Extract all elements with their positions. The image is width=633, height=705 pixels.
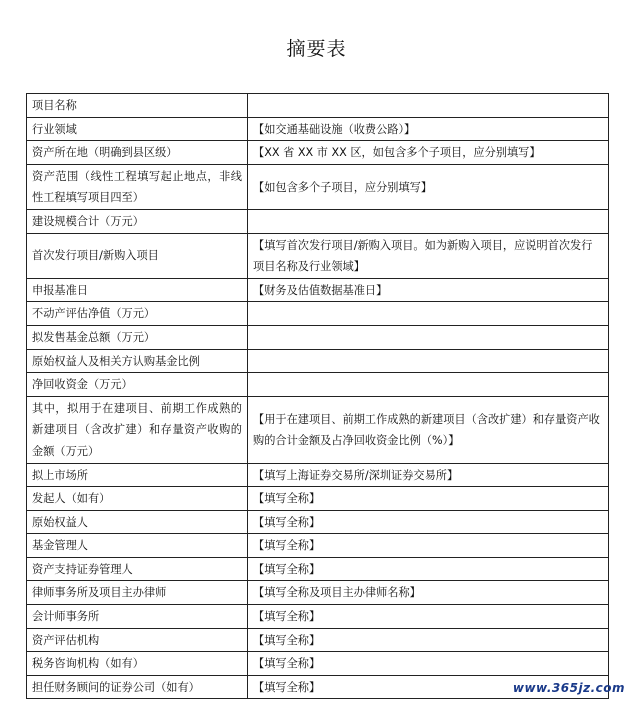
row-value (248, 302, 609, 326)
row-value (248, 209, 609, 233)
table-row (27, 164, 609, 209)
table-row (27, 652, 609, 676)
table-row (27, 233, 609, 278)
table-row (27, 302, 609, 326)
row-label: 拟发售基金总额（万元） (27, 325, 248, 349)
watermark: www.365jz.com (512, 681, 625, 695)
row-label: 首次发行项目/新购入项目 (27, 233, 248, 278)
row-label: 资产评估机构 (27, 628, 248, 652)
row-label: 税务咨询机构（如有） (27, 652, 248, 676)
row-value: 【如交通基础设施（收费公路）】 (248, 117, 609, 141)
table-row (27, 581, 609, 605)
table-row (27, 117, 609, 141)
row-value: 【财务及估值数据基准日】 (248, 278, 609, 302)
row-value: 【用于在建项目、前期工作成熟的新建项目（含改扩建）和存量资产收购的合计金额及占净回收资金比例（%）】 (248, 396, 609, 463)
row-value: 【填写全称】 (248, 628, 609, 652)
table-row (27, 373, 609, 397)
row-value: 【填写全称】 (248, 534, 609, 558)
table-row (27, 209, 609, 233)
row-label: 其中，拟用于在建项目、前期工作成熟的新建项目（含改扩建）和存量资产收购的金额（万元） (27, 396, 248, 463)
row-value: 【如包含多个子项目，应分别填写】 (248, 164, 609, 209)
row-label: 净回收资金（万元） (27, 373, 248, 397)
row-value: 【填写首次发行项目/新购入项目。如为新购入项目，应说明首次发行项目名称及行业领域】 (248, 233, 609, 278)
row-label: 原始权益人 (27, 510, 248, 534)
row-label: 原始权益人及相关方认购基金比例 (27, 349, 248, 373)
row-value: 【XX 省 XX 市 XX 区，如包含多个子项目，应分别填写】 (248, 141, 609, 165)
row-value: 【填写全称】 (248, 510, 609, 534)
row-label: 建设规模合计（万元） (27, 209, 248, 233)
row-value (248, 94, 609, 118)
row-value (248, 373, 609, 397)
row-value: 【填写全称】 (248, 675, 609, 699)
row-value (248, 349, 609, 373)
table-row (27, 396, 609, 463)
table-row (27, 628, 609, 652)
table-row (27, 94, 609, 118)
table-row (27, 325, 609, 349)
table-row (27, 278, 609, 302)
row-label: 拟上市场所 (27, 463, 248, 487)
table-row (27, 463, 609, 487)
row-label: 资产支持证券管理人 (27, 557, 248, 581)
row-label: 基金管理人 (27, 534, 248, 558)
table-row (27, 557, 609, 581)
row-label: 会计师事务所 (27, 605, 248, 629)
row-label: 律师事务所及项目主办律师 (27, 581, 248, 605)
row-value: 【填写上海证券交易所/深圳证券交易所】 (248, 463, 609, 487)
row-label: 资产范围（线性工程填写起止地点，非线性工程填写项目四至） (27, 164, 248, 209)
table-row (27, 605, 609, 629)
row-label: 行业领域 (27, 117, 248, 141)
page-title: 摘要表 (286, 38, 347, 60)
table-row (27, 487, 609, 511)
row-value: 【填写全称】 (248, 652, 609, 676)
row-label: 不动产评估净值（万元） (27, 302, 248, 326)
row-label: 担任财务顾问的证券公司（如有） (27, 675, 248, 699)
summary-table (26, 93, 609, 699)
row-label: 项目名称 (27, 94, 248, 118)
row-value (248, 325, 609, 349)
row-value: 【填写全称】 (248, 605, 609, 629)
row-label: 申报基准日 (27, 278, 248, 302)
row-value: 【填写全称及项目主办律师名称】 (248, 581, 609, 605)
row-value: 【填写全称】 (248, 487, 609, 511)
table-row (27, 534, 609, 558)
row-label: 资产所在地（明确到县区级） (27, 141, 248, 165)
table-row (27, 349, 609, 373)
row-value: 【填写全称】 (248, 557, 609, 581)
table-row (27, 510, 609, 534)
table-row (27, 141, 609, 165)
row-label: 发起人（如有） (27, 487, 248, 511)
